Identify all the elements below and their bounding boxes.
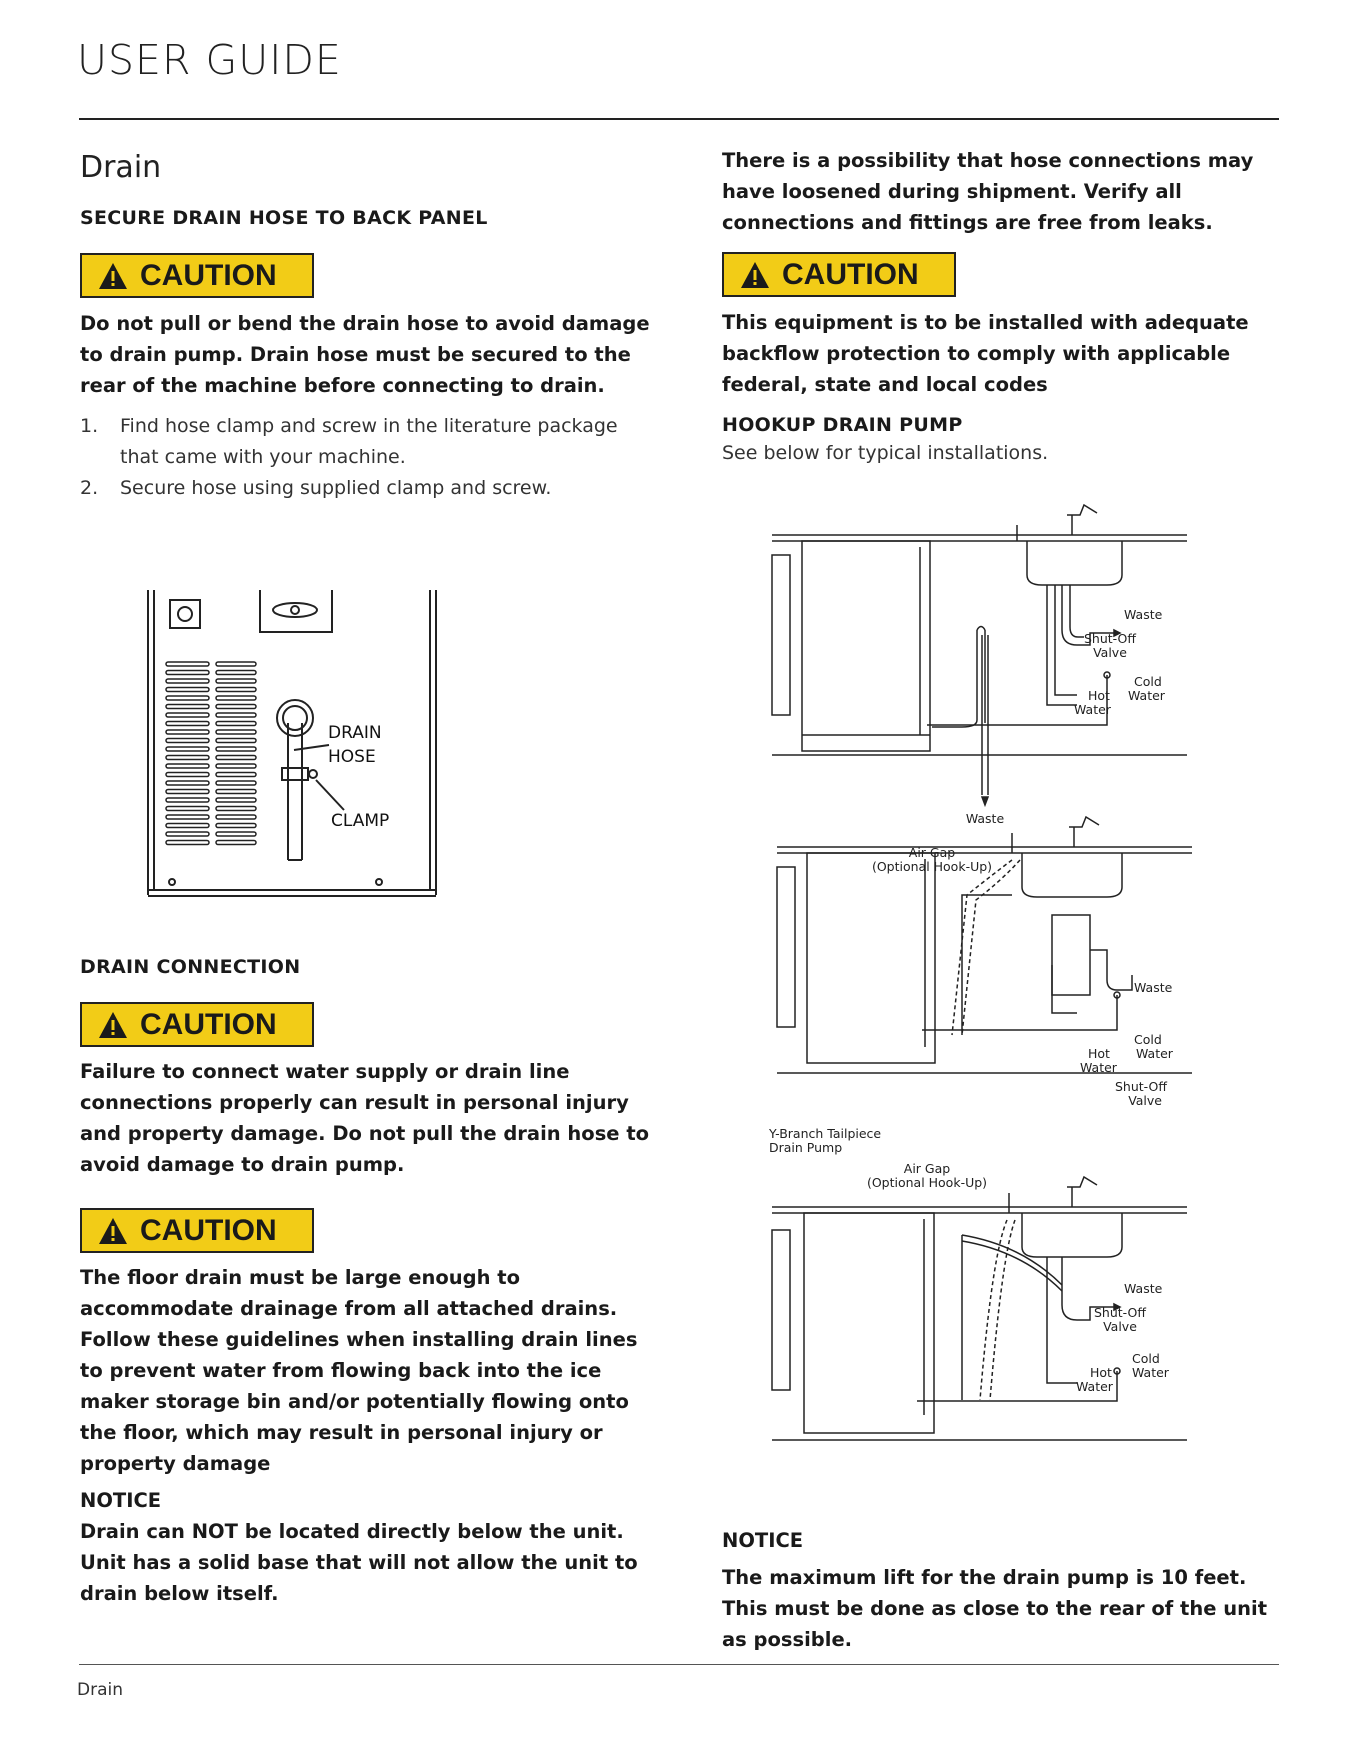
- caution-badge: [80, 1002, 314, 1047]
- water-label: Water: [1128, 688, 1165, 703]
- notice-text: The maximum lift for the drain pump is 10 feet. This must be done as close to the rear of the unit as possible.: [722, 1566, 1268, 1651]
- caution-text: The floor drain must be large enough to accommodate drainage from all attached drains. Follow these guidelines when installing drain lines to prevent water from flowing back into the ice maker storage bin and/or potentially flowing onto the floor, which may result in personal injury or property damage: [80, 1266, 638, 1475]
- cold-label: Cold: [1134, 1032, 1162, 1047]
- warning-icon: [740, 260, 770, 290]
- water-label: Water: [1080, 1060, 1117, 1075]
- secure-hose-heading: SECURE DRAIN HOSE TO BACK PANEL: [80, 207, 488, 229]
- vent-slot: [166, 832, 209, 836]
- back-panel-figure: [144, 590, 484, 930]
- vent-slot: [166, 773, 209, 777]
- notice-title: NOTICE: [80, 1489, 162, 1512]
- footer-label: Drain: [77, 1680, 123, 1700]
- waste-label: Waste: [965, 811, 1005, 826]
- vent-slot: [166, 679, 209, 683]
- caution-badge: [722, 252, 956, 297]
- valve-label: Valve: [1128, 1093, 1162, 1108]
- vent-slot: [216, 739, 256, 743]
- caution-text: Do not pull or bend the drain hose to avoid damage to drain pump. Drain hose must be secured to the rear of the machine before connecting to drain.: [80, 312, 650, 397]
- vent-slot: [166, 756, 209, 760]
- vent-slot: [166, 764, 209, 768]
- hot-label: Hot: [1088, 688, 1110, 703]
- water-label: Water: [1132, 1365, 1169, 1380]
- vent-slot: [216, 815, 256, 819]
- vent-slot: [216, 781, 256, 785]
- vent-slot: [216, 832, 256, 836]
- shutoff-label: Shut-Off: [1094, 1305, 1146, 1320]
- vent-slot: [166, 730, 209, 734]
- drain-connection-heading: DRAIN CONNECTION: [80, 956, 301, 978]
- notice-text: Drain can NOT be located directly below the unit. Unit has a solid base that will not allow the unit to drain below itself.: [80, 1520, 638, 1605]
- steps-list: [80, 411, 650, 504]
- air-gap-label: Air Gap: [903, 1161, 951, 1176]
- vent-slot: [166, 798, 209, 802]
- vent-slot: [216, 713, 256, 717]
- vent-slot: [166, 815, 209, 819]
- drain-label: DRAIN: [328, 723, 382, 743]
- page-title: USER GUIDE: [77, 36, 342, 84]
- notice-title: NOTICE: [722, 1529, 804, 1552]
- caution-label: CAUTION: [140, 1007, 277, 1041]
- caution-label: CAUTION: [782, 257, 919, 291]
- caution-text: This equipment is to be installed with adequate backflow protection to comply with applicable federal, state and local codes: [722, 311, 1249, 396]
- vent-slot: [216, 773, 256, 777]
- vent-slot: [166, 662, 209, 666]
- vent-slot: [216, 790, 256, 794]
- vent-slot: [166, 671, 209, 675]
- vent-slot: [166, 705, 209, 709]
- valve-label: Valve: [1093, 645, 1127, 660]
- right-column: [722, 149, 1282, 1651]
- y-branch-label: Y-Branch Tailpiece: [769, 1126, 882, 1141]
- list-item: 1. Find hose clamp and screw in the literature package that came with your machine.: [80, 415, 618, 468]
- vent-slot: [166, 807, 209, 811]
- vent-slot: [166, 790, 209, 794]
- vent-slot: [166, 688, 209, 692]
- vent-slot: [216, 722, 256, 726]
- shutoff-label: Shut-Off: [1115, 1079, 1167, 1094]
- water-label: Water: [1076, 1379, 1113, 1394]
- hot-label: Hot: [1088, 1046, 1110, 1061]
- warning-icon: [98, 261, 128, 291]
- air-gap-label: Air Gap: [908, 845, 956, 860]
- cold-label: Cold: [1134, 674, 1162, 689]
- waste-label: Waste: [1134, 980, 1173, 995]
- caution-badge: [80, 1208, 314, 1253]
- water-label: Water: [1074, 702, 1111, 717]
- vent-slot: [216, 841, 256, 845]
- vent-slot: [216, 798, 256, 802]
- section-title: Drain: [80, 150, 162, 185]
- caution-badge: [80, 253, 314, 298]
- vent-slot: [216, 730, 256, 734]
- vent-slot: [216, 705, 256, 709]
- vent-slot: [216, 696, 256, 700]
- list-item: 2. Secure hose using supplied clamp and screw.: [80, 477, 552, 499]
- vent-slot: [216, 662, 256, 666]
- waste-label: Waste: [1124, 1281, 1163, 1296]
- air-gap-sub-label: (Optional Hook-Up): [866, 1175, 988, 1190]
- cold-label: Cold: [1132, 1351, 1160, 1366]
- warning-icon: [98, 1010, 128, 1040]
- vent-slot: [166, 781, 209, 785]
- vent-slot: [216, 824, 256, 828]
- intro-text: There is a possibility that hose connections may have loosened during shipment. Verify all connections and fittings are free from leaks.: [722, 149, 1254, 234]
- valve-label: Valve: [1103, 1319, 1137, 1334]
- drain-pump-label: Drain Pump: [769, 1140, 843, 1155]
- hookup-heading: HOOKUP DRAIN PUMP: [722, 414, 963, 436]
- waste-label: Waste: [1124, 607, 1163, 622]
- shutoff-label: Shut-Off: [1084, 631, 1136, 646]
- caution-text: Failure to connect water supply or drain line connections properly can result in personal injury and property damage. Do not pull the drain hose to avoid damage to drain pump.: [80, 1060, 650, 1176]
- footer-divider: [79, 1664, 1279, 1665]
- vent-slot: [166, 841, 209, 845]
- hose-label: HOSE: [328, 747, 376, 767]
- vent-slot: [216, 807, 256, 811]
- vent-slot: [216, 679, 256, 683]
- vent-slot: [216, 756, 256, 760]
- vent-slot: [216, 747, 256, 751]
- hot-label: Hot: [1090, 1365, 1112, 1380]
- vent-slot: [166, 739, 209, 743]
- vent-slot: [166, 747, 209, 751]
- vent-slot: [166, 713, 209, 717]
- header-divider: [79, 118, 1279, 120]
- vent-slot: [216, 671, 256, 675]
- vent-slot: [166, 722, 209, 726]
- vent-slot: [166, 824, 209, 828]
- clamp-label: CLAMP: [331, 811, 390, 831]
- air-gap-sub-label: (Optional Hook-Up): [871, 859, 993, 874]
- caution-label: CAUTION: [140, 258, 277, 292]
- vent-slot: [216, 688, 256, 692]
- vent-slot: [216, 764, 256, 768]
- vent-slot: [166, 696, 209, 700]
- hookup-subtext: See below for typical installations.: [722, 442, 1049, 464]
- installation-diagrams: [722, 495, 1222, 1545]
- warning-icon: [98, 1216, 128, 1246]
- water-label: Water: [1136, 1046, 1173, 1061]
- caution-label: CAUTION: [140, 1213, 277, 1247]
- left-column: [80, 150, 650, 1605]
